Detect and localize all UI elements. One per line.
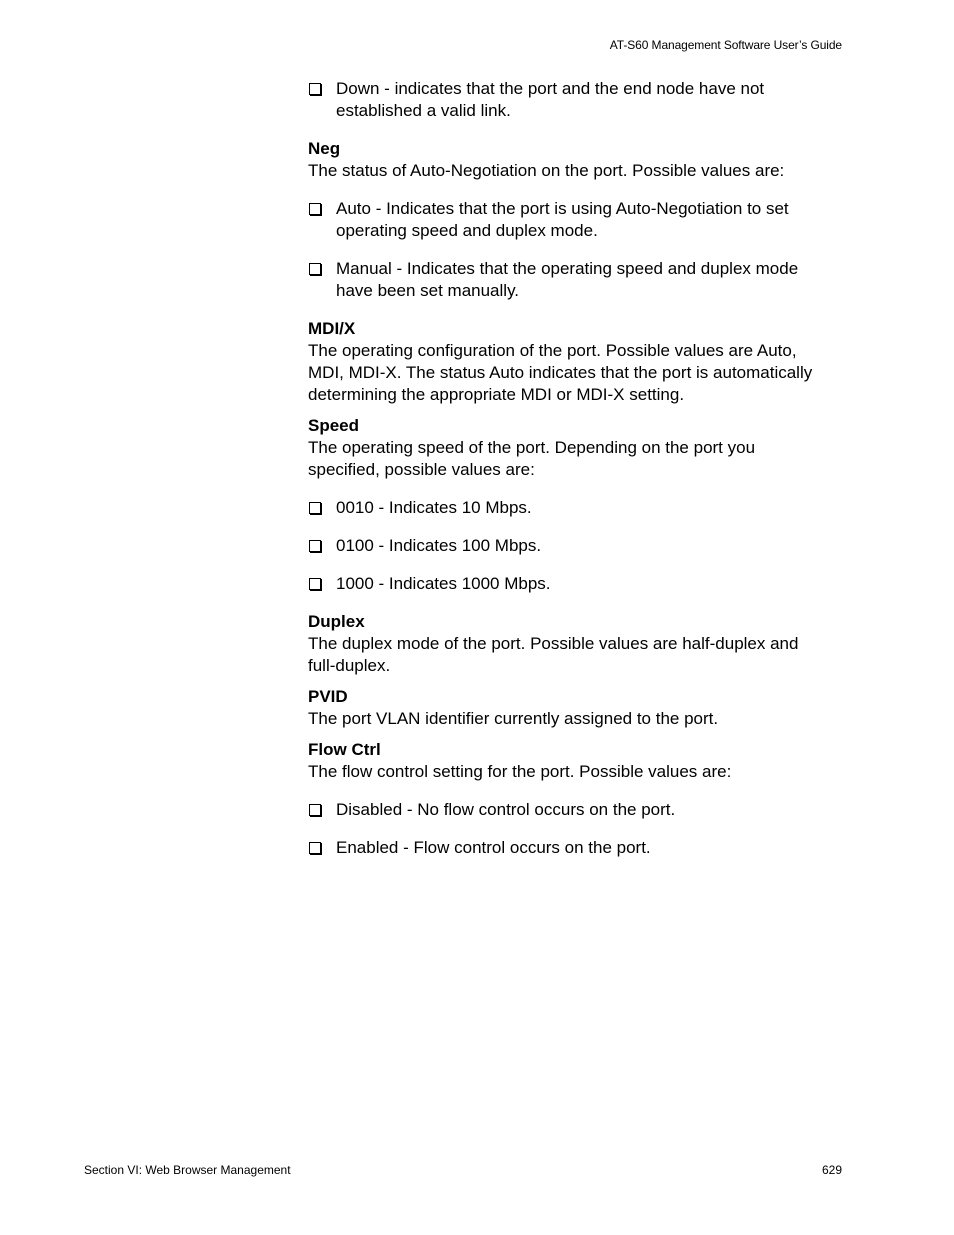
list-item-text: Down - indicates that the port and the end node have not established a valid link.: [336, 79, 765, 120]
list-item-down: [308, 78, 828, 122]
section-desc-duplex: The duplex mode of the port. Possible values are half-duplex and full-duplex.: [308, 634, 799, 675]
list-item-speed-10: [308, 497, 828, 519]
list-item-text: Manual - Indicates that the operating speed and duplex mode have been set manually.: [336, 259, 799, 300]
section-heading-flowctrl: Flow Ctrl: [308, 740, 381, 759]
section-heading-neg: Neg: [308, 139, 341, 158]
list-item-enabled: [308, 837, 828, 859]
checkbox-bullet-icon: [309, 804, 321, 816]
checkbox-bullet-icon: [309, 83, 321, 95]
checkbox-bullet-icon: [309, 842, 321, 854]
checkbox-bullet-icon: [309, 578, 321, 590]
list-item-auto: [308, 198, 828, 242]
section-desc-speed: The operating speed of the port. Depending on the port you specified, possible values are:: [308, 438, 756, 479]
footer-section-label: Section VI: Web Browser Management: [84, 1163, 291, 1177]
list-item-disabled: [308, 799, 828, 821]
section-heading-duplex: Duplex: [308, 612, 365, 631]
document-title: AT-S60 Management Software User’s Guide: [609, 38, 842, 52]
checkbox-bullet-icon: [309, 540, 321, 552]
list-item-text: Disabled - No flow control occurs on the port.: [336, 800, 676, 819]
section-heading-speed: Speed: [308, 416, 360, 435]
section-desc-neg: The status of Auto-Negotiation on the port. Possible values are:: [308, 161, 785, 180]
section-heading-mdix: MDI/X: [308, 319, 356, 338]
list-item-text: Auto - Indicates that the port is using Auto-Negotiation to set operating speed and duplex mode.: [336, 199, 789, 240]
section-desc-pvid: The port VLAN identifier currently assigned to the port.: [308, 709, 719, 728]
list-item-speed-1000: [308, 573, 828, 595]
section-desc-mdix: The operating configuration of the port. Possible values are Auto, MDI, MDI-X. The status Auto indicates that the port is automatically determining the appropriate MDI or MDI-X setting.: [308, 341, 813, 404]
section-heading-pvid: PVID: [308, 687, 348, 706]
checkbox-bullet-icon: [309, 263, 321, 275]
checkbox-bullet-icon: [309, 502, 321, 514]
page-content: [308, 78, 828, 875]
checkbox-bullet-icon: [309, 203, 321, 215]
section-desc-flowctrl: The flow control setting for the port. Possible values are:: [308, 762, 732, 781]
list-item-text: Enabled - Flow control occurs on the port.: [336, 838, 651, 857]
page-number: 629: [821, 1163, 842, 1177]
list-item-text: 1000 - Indicates 1000 Mbps.: [336, 574, 551, 593]
list-item-speed-100: [308, 535, 828, 557]
list-item-text: 0010 - Indicates 10 Mbps.: [336, 498, 532, 517]
list-item-text: 0100 - Indicates 100 Mbps.: [336, 536, 542, 555]
list-item-manual: [308, 258, 828, 302]
